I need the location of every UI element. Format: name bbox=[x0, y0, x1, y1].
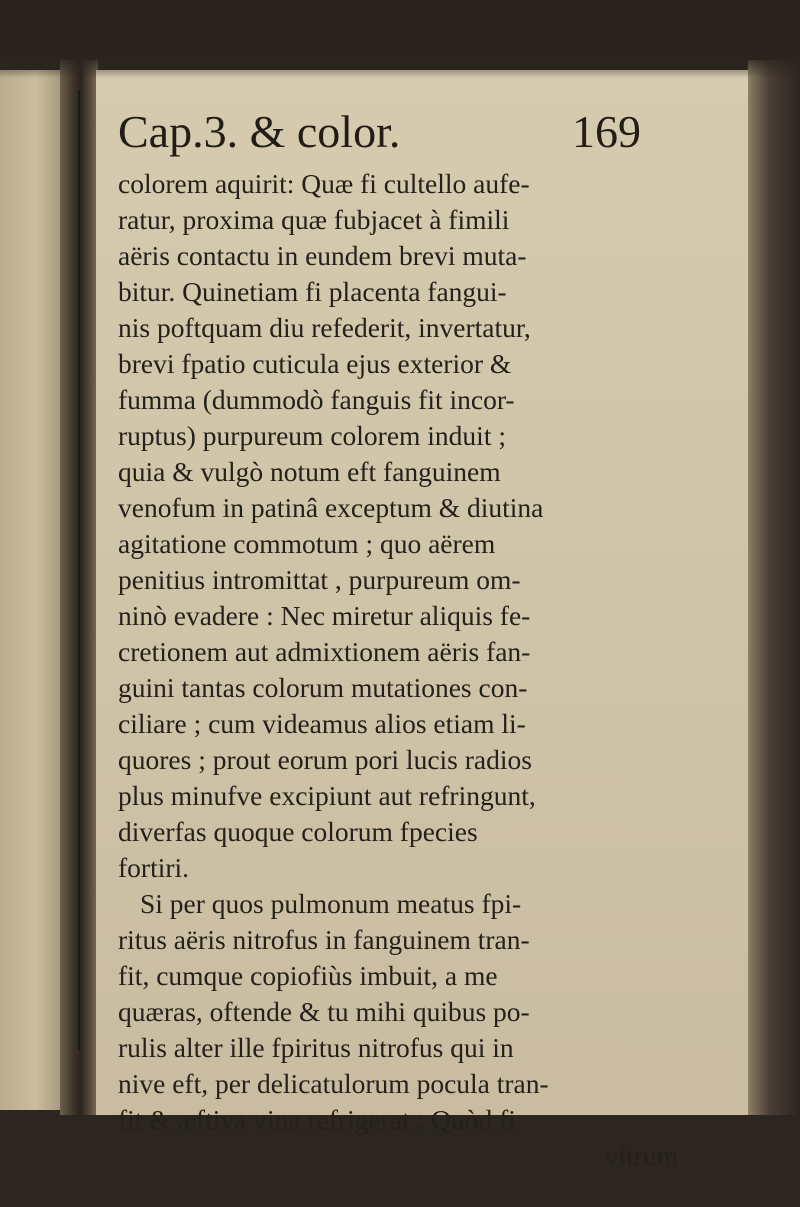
text-line: brevi fpatio cuticula ejus exterior & bbox=[118, 348, 512, 379]
top-shadow bbox=[0, 0, 800, 78]
text-line: ruptus) purpureum colorem induit ; bbox=[118, 420, 506, 451]
page-number: 169 bbox=[572, 106, 641, 157]
text-line: fit & æftiva vina refrigerat : Quòd fi bbox=[118, 1104, 516, 1135]
text-line: quia & vulgò notum eft fanguinem bbox=[118, 456, 501, 487]
text-line: vitrum bbox=[604, 1140, 678, 1171]
text-line: nis poftquam diu refederit, invertatur, bbox=[118, 312, 531, 343]
text-line: penitius intromittat , purpureum om- bbox=[118, 564, 521, 595]
body-text bbox=[118, 166, 718, 1174]
text-line: agitatione commotum ; quo aërem bbox=[118, 528, 496, 559]
gutter-fold-line bbox=[78, 90, 80, 1050]
text-line: nive eft, per delicatulorum pocula tran- bbox=[118, 1068, 549, 1099]
text-line: venofum in patinâ exceptum & diutina bbox=[118, 492, 544, 523]
text-line: ratur, proxima quæ fubjacet à fimili bbox=[118, 204, 510, 235]
text-line: fortiri. bbox=[118, 852, 190, 883]
text-line: colorem aquirit: Quæ fi cultello aufe- bbox=[118, 168, 530, 199]
page-right-edge bbox=[748, 60, 800, 1140]
text-line: ritus aëris nitrofus in fanguinem tran- bbox=[118, 924, 530, 955]
running-header bbox=[118, 105, 718, 161]
text-line: ciliare ; cum videamus alios etiam li- bbox=[118, 708, 526, 739]
text-line: guini tantas colorum mutationes con- bbox=[118, 672, 528, 703]
text-line: cretionem aut admixtionem aëris fan- bbox=[118, 636, 531, 667]
text-line: fit, cumque copiofiùs imbuit, a me bbox=[118, 960, 498, 991]
facing-page-edge bbox=[0, 70, 60, 1110]
text-line: bitur. Quinetiam fi placenta fangui- bbox=[118, 276, 507, 307]
chapter-heading: Cap.3. & color. bbox=[118, 106, 401, 157]
text-line: fumma (dummodò fanguis fit incor- bbox=[118, 384, 515, 415]
text-line: quores ; prout eorum pori lucis radios bbox=[118, 744, 532, 775]
text-line: diverfas quoque colorum fpecies bbox=[118, 816, 478, 847]
text-line: ninò evadere : Nec miretur aliquis fe- bbox=[118, 600, 531, 631]
text-line: plus minufve excipiunt aut refringunt, bbox=[118, 780, 536, 811]
text-line: quæras, oftende & tu mihi quibus po- bbox=[118, 996, 530, 1027]
text-line: rulis alter ille fpiritus nitrofus qui in bbox=[118, 1032, 514, 1063]
text-line: Si per quos pulmonum meatus fpi- bbox=[140, 888, 522, 919]
text-line: aëris contactu in eundem brevi muta- bbox=[118, 240, 527, 271]
